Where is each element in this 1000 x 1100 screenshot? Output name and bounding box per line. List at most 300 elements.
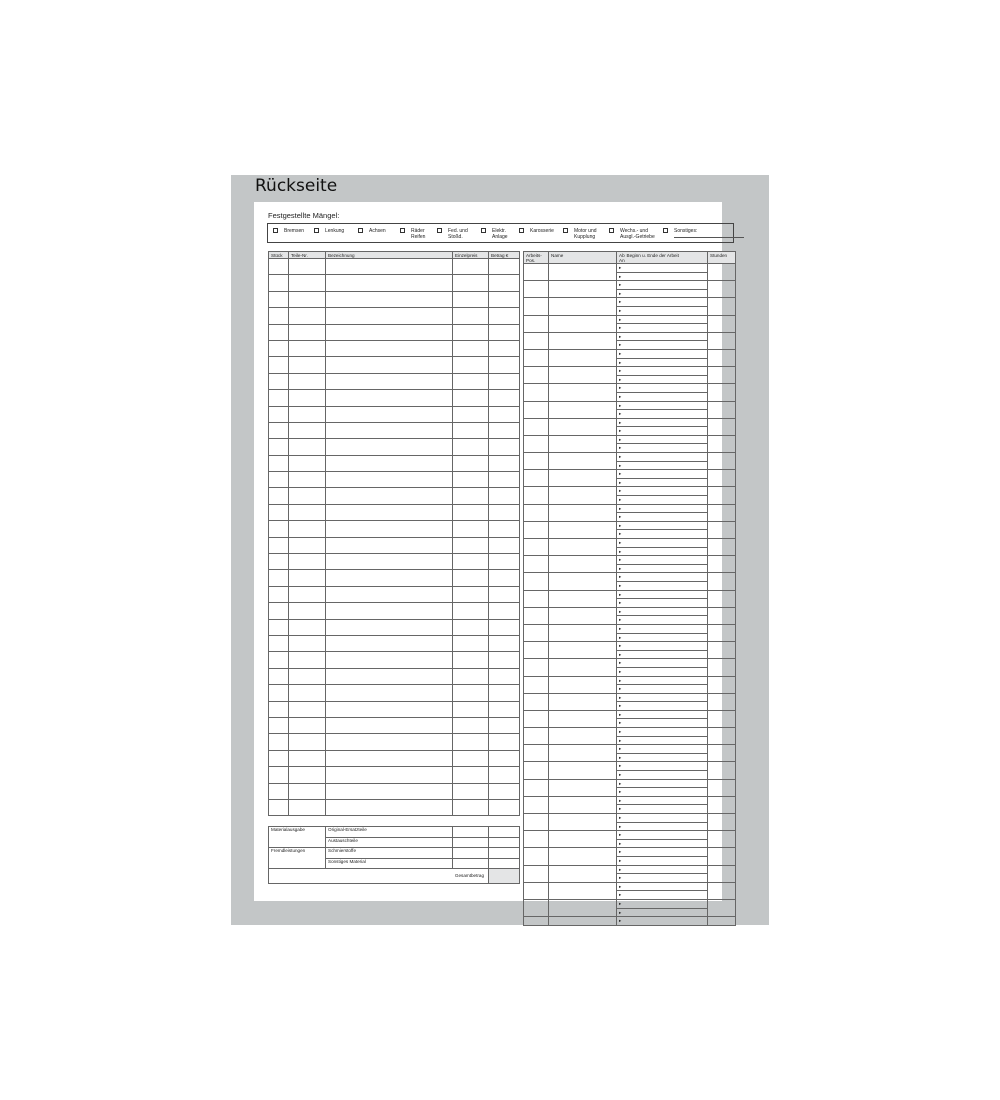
labor-pos-cell[interactable] — [524, 710, 549, 727]
labor-name-cell[interactable] — [549, 624, 617, 641]
labor-time-cell[interactable] — [625, 753, 708, 762]
labor-name-cell[interactable] — [549, 504, 617, 521]
table-cell[interactable] — [453, 668, 489, 684]
labor-time-cell[interactable] — [625, 435, 708, 444]
table-cell[interactable] — [489, 521, 520, 537]
table-cell[interactable] — [489, 390, 520, 406]
table-cell[interactable] — [326, 373, 453, 389]
table-cell[interactable] — [289, 668, 326, 684]
table-cell[interactable] — [269, 439, 289, 455]
summary-cell[interactable] — [489, 827, 520, 838]
table-cell[interactable] — [269, 701, 289, 717]
table-cell[interactable] — [269, 521, 289, 537]
table-cell[interactable] — [269, 717, 289, 733]
labor-pos-cell[interactable] — [524, 779, 549, 796]
labor-time-cell[interactable] — [625, 367, 708, 376]
labor-name-cell[interactable] — [549, 899, 617, 916]
labor-time-cell[interactable] — [625, 702, 708, 711]
labor-pos-cell[interactable] — [524, 435, 549, 452]
table-cell[interactable] — [489, 308, 520, 324]
table-cell[interactable] — [269, 422, 289, 438]
labor-hours-cell[interactable] — [708, 762, 736, 779]
table-cell[interactable] — [269, 308, 289, 324]
table-cell[interactable] — [269, 685, 289, 701]
labor-hours-cell[interactable] — [708, 899, 736, 916]
labor-name-cell[interactable] — [549, 453, 617, 470]
checkbox[interactable] — [563, 228, 568, 233]
labor-time-cell[interactable] — [625, 719, 708, 728]
table-cell[interactable] — [453, 586, 489, 602]
table-cell[interactable] — [489, 603, 520, 619]
labor-pos-cell[interactable] — [524, 332, 549, 349]
table-cell[interactable] — [269, 291, 289, 307]
labor-hours-cell[interactable] — [708, 367, 736, 384]
table-cell[interactable] — [326, 340, 453, 356]
labor-pos-cell[interactable] — [524, 418, 549, 435]
table-cell[interactable] — [269, 652, 289, 668]
labor-time-cell[interactable] — [625, 444, 708, 453]
table-cell[interactable] — [489, 767, 520, 783]
labor-pos-cell[interactable] — [524, 573, 549, 590]
labor-time-cell[interactable] — [625, 496, 708, 505]
table-cell[interactable] — [453, 275, 489, 291]
labor-name-cell[interactable] — [549, 521, 617, 538]
labor-pos-cell[interactable] — [524, 796, 549, 813]
checkbox[interactable] — [400, 228, 405, 233]
table-cell[interactable] — [489, 422, 520, 438]
labor-name-cell[interactable] — [549, 745, 617, 762]
labor-hours-cell[interactable] — [708, 659, 736, 676]
table-cell[interactable] — [326, 717, 453, 733]
labor-hours-cell[interactable] — [708, 384, 736, 401]
labor-hours-cell[interactable] — [708, 607, 736, 624]
table-cell[interactable] — [453, 783, 489, 799]
table-cell[interactable] — [269, 570, 289, 586]
table-cell[interactable] — [489, 291, 520, 307]
labor-time-cell[interactable] — [625, 624, 708, 633]
table-cell[interactable] — [269, 472, 289, 488]
table-cell[interactable] — [489, 406, 520, 422]
labor-pos-cell[interactable] — [524, 814, 549, 831]
labor-time-cell[interactable] — [625, 856, 708, 865]
labor-time-cell[interactable] — [625, 513, 708, 522]
labor-pos-cell[interactable] — [524, 453, 549, 470]
table-cell[interactable] — [489, 799, 520, 815]
table-cell[interactable] — [269, 783, 289, 799]
labor-time-cell[interactable] — [625, 874, 708, 883]
labor-time-cell[interactable] — [625, 324, 708, 333]
table-cell[interactable] — [489, 340, 520, 356]
table-cell[interactable] — [489, 537, 520, 553]
table-cell[interactable] — [453, 521, 489, 537]
labor-hours-cell[interactable] — [708, 332, 736, 349]
labor-time-cell[interactable] — [625, 805, 708, 814]
table-cell[interactable] — [453, 472, 489, 488]
table-cell[interactable] — [326, 570, 453, 586]
labor-name-cell[interactable] — [549, 315, 617, 332]
labor-time-cell[interactable] — [625, 264, 708, 273]
table-cell[interactable] — [453, 685, 489, 701]
labor-pos-cell[interactable] — [524, 607, 549, 624]
labor-pos-cell[interactable] — [524, 470, 549, 487]
checkbox[interactable] — [481, 228, 486, 233]
table-cell[interactable] — [269, 586, 289, 602]
labor-hours-cell[interactable] — [708, 315, 736, 332]
labor-time-cell[interactable] — [625, 908, 708, 917]
table-cell[interactable] — [289, 701, 326, 717]
labor-time-cell[interactable] — [625, 616, 708, 625]
labor-time-cell[interactable] — [625, 384, 708, 393]
labor-hours-cell[interactable] — [708, 814, 736, 831]
table-cell[interactable] — [289, 422, 326, 438]
labor-hours-cell[interactable] — [708, 556, 736, 573]
labor-time-cell[interactable] — [625, 547, 708, 556]
labor-pos-cell[interactable] — [524, 401, 549, 418]
labor-time-cell[interactable] — [625, 822, 708, 831]
labor-hours-cell[interactable] — [708, 453, 736, 470]
labor-time-cell[interactable] — [625, 848, 708, 857]
table-cell[interactable] — [326, 783, 453, 799]
labor-time-cell[interactable] — [625, 917, 708, 926]
labor-time-cell[interactable] — [625, 581, 708, 590]
table-cell[interactable] — [289, 635, 326, 651]
table-cell[interactable] — [326, 767, 453, 783]
table-cell[interactable] — [289, 373, 326, 389]
labor-hours-cell[interactable] — [708, 848, 736, 865]
labor-name-cell[interactable] — [549, 693, 617, 710]
labor-hours-cell[interactable] — [708, 590, 736, 607]
labor-time-cell[interactable] — [625, 281, 708, 290]
table-cell[interactable] — [326, 586, 453, 602]
total-value[interactable] — [489, 869, 520, 884]
table-cell[interactable] — [489, 619, 520, 635]
labor-pos-cell[interactable] — [524, 504, 549, 521]
table-cell[interactable] — [269, 504, 289, 520]
table-cell[interactable] — [289, 783, 326, 799]
table-cell[interactable] — [489, 635, 520, 651]
checkbox[interactable] — [314, 228, 319, 233]
table-cell[interactable] — [453, 422, 489, 438]
table-cell[interactable] — [453, 373, 489, 389]
table-cell[interactable] — [326, 554, 453, 570]
table-cell[interactable] — [489, 734, 520, 750]
labor-name-cell[interactable] — [549, 865, 617, 882]
table-cell[interactable] — [453, 767, 489, 783]
summary-cell[interactable] — [489, 848, 520, 859]
labor-pos-cell[interactable] — [524, 728, 549, 745]
labor-time-cell[interactable] — [625, 375, 708, 384]
labor-time-cell[interactable] — [625, 891, 708, 900]
labor-hours-cell[interactable] — [708, 539, 736, 556]
labor-time-cell[interactable] — [625, 771, 708, 780]
labor-time-cell[interactable] — [625, 762, 708, 771]
labor-time-cell[interactable] — [625, 831, 708, 840]
labor-time-cell[interactable] — [625, 745, 708, 754]
table-cell[interactable] — [269, 324, 289, 340]
table-cell[interactable] — [289, 308, 326, 324]
labor-hours-cell[interactable] — [708, 642, 736, 659]
labor-name-cell[interactable] — [549, 642, 617, 659]
table-cell[interactable] — [326, 259, 453, 275]
labor-time-cell[interactable] — [625, 315, 708, 324]
table-cell[interactable] — [453, 750, 489, 766]
summary-cell[interactable] — [453, 837, 489, 848]
labor-hours-cell[interactable] — [708, 521, 736, 538]
labor-pos-cell[interactable] — [524, 917, 549, 926]
table-cell[interactable] — [269, 635, 289, 651]
labor-name-cell[interactable] — [549, 659, 617, 676]
labor-time-cell[interactable] — [625, 504, 708, 513]
table-cell[interactable] — [289, 619, 326, 635]
table-cell[interactable] — [289, 488, 326, 504]
labor-hours-cell[interactable] — [708, 281, 736, 298]
summary-cell[interactable] — [453, 858, 489, 869]
table-cell[interactable] — [453, 291, 489, 307]
labor-time-cell[interactable] — [625, 882, 708, 891]
table-cell[interactable] — [326, 750, 453, 766]
table-cell[interactable] — [269, 767, 289, 783]
table-cell[interactable] — [289, 750, 326, 766]
table-cell[interactable] — [326, 504, 453, 520]
table-cell[interactable] — [289, 799, 326, 815]
table-cell[interactable] — [453, 570, 489, 586]
labor-time-cell[interactable] — [625, 779, 708, 788]
labor-name-cell[interactable] — [549, 848, 617, 865]
labor-time-cell[interactable] — [625, 272, 708, 281]
table-cell[interactable] — [326, 324, 453, 340]
table-cell[interactable] — [326, 734, 453, 750]
table-cell[interactable] — [289, 554, 326, 570]
table-cell[interactable] — [453, 324, 489, 340]
labor-hours-cell[interactable] — [708, 710, 736, 727]
summary-cell[interactable] — [453, 848, 489, 859]
table-cell[interactable] — [489, 259, 520, 275]
labor-time-cell[interactable] — [625, 487, 708, 496]
labor-pos-cell[interactable] — [524, 367, 549, 384]
labor-name-cell[interactable] — [549, 367, 617, 384]
labor-name-cell[interactable] — [549, 796, 617, 813]
checkbox[interactable] — [273, 228, 278, 233]
table-cell[interactable] — [269, 734, 289, 750]
table-cell[interactable] — [289, 603, 326, 619]
labor-name-cell[interactable] — [549, 556, 617, 573]
table-cell[interactable] — [326, 308, 453, 324]
table-cell[interactable] — [326, 652, 453, 668]
labor-name-cell[interactable] — [549, 539, 617, 556]
table-cell[interactable] — [326, 422, 453, 438]
table-cell[interactable] — [453, 406, 489, 422]
labor-time-cell[interactable] — [625, 607, 708, 616]
labor-hours-cell[interactable] — [708, 573, 736, 590]
table-cell[interactable] — [453, 603, 489, 619]
table-cell[interactable] — [269, 373, 289, 389]
table-cell[interactable] — [326, 439, 453, 455]
table-cell[interactable] — [489, 455, 520, 471]
labor-name-cell[interactable] — [549, 332, 617, 349]
labor-time-cell[interactable] — [625, 642, 708, 651]
labor-time-cell[interactable] — [625, 676, 708, 685]
table-cell[interactable] — [289, 406, 326, 422]
labor-time-cell[interactable] — [625, 693, 708, 702]
table-cell[interactable] — [453, 652, 489, 668]
labor-pos-cell[interactable] — [524, 848, 549, 865]
table-cell[interactable] — [326, 406, 453, 422]
labor-time-cell[interactable] — [625, 349, 708, 358]
labor-time-cell[interactable] — [625, 573, 708, 582]
table-cell[interactable] — [289, 275, 326, 291]
table-cell[interactable] — [489, 554, 520, 570]
table-cell[interactable] — [453, 390, 489, 406]
labor-name-cell[interactable] — [549, 435, 617, 452]
table-cell[interactable] — [269, 406, 289, 422]
labor-hours-cell[interactable] — [708, 401, 736, 418]
checkbox[interactable] — [609, 228, 614, 233]
labor-name-cell[interactable] — [549, 917, 617, 926]
labor-time-cell[interactable] — [625, 839, 708, 848]
labor-hours-cell[interactable] — [708, 745, 736, 762]
table-cell[interactable] — [269, 275, 289, 291]
labor-name-cell[interactable] — [549, 590, 617, 607]
labor-pos-cell[interactable] — [524, 659, 549, 676]
labor-pos-cell[interactable] — [524, 298, 549, 315]
labor-time-cell[interactable] — [625, 685, 708, 694]
table-cell[interactable] — [269, 488, 289, 504]
labor-pos-cell[interactable] — [524, 487, 549, 504]
labor-time-cell[interactable] — [625, 332, 708, 341]
table-cell[interactable] — [289, 504, 326, 520]
checkbox[interactable] — [519, 228, 524, 233]
labor-name-cell[interactable] — [549, 470, 617, 487]
table-cell[interactable] — [269, 554, 289, 570]
labor-hours-cell[interactable] — [708, 298, 736, 315]
labor-time-cell[interactable] — [625, 461, 708, 470]
table-cell[interactable] — [489, 275, 520, 291]
labor-name-cell[interactable] — [549, 607, 617, 624]
table-cell[interactable] — [269, 668, 289, 684]
table-cell[interactable] — [489, 783, 520, 799]
table-cell[interactable] — [289, 652, 326, 668]
labor-pos-cell[interactable] — [524, 521, 549, 538]
table-cell[interactable] — [489, 357, 520, 373]
table-cell[interactable] — [453, 504, 489, 520]
table-cell[interactable] — [453, 488, 489, 504]
table-cell[interactable] — [453, 635, 489, 651]
labor-hours-cell[interactable] — [708, 882, 736, 899]
labor-pos-cell[interactable] — [524, 762, 549, 779]
labor-name-cell[interactable] — [549, 676, 617, 693]
labor-name-cell[interactable] — [549, 487, 617, 504]
table-cell[interactable] — [489, 652, 520, 668]
table-cell[interactable] — [453, 619, 489, 635]
labor-time-cell[interactable] — [625, 530, 708, 539]
labor-time-cell[interactable] — [625, 401, 708, 410]
table-cell[interactable] — [489, 324, 520, 340]
labor-pos-cell[interactable] — [524, 745, 549, 762]
labor-hours-cell[interactable] — [708, 349, 736, 366]
table-cell[interactable] — [269, 619, 289, 635]
table-cell[interactable] — [326, 291, 453, 307]
table-cell[interactable] — [289, 439, 326, 455]
table-cell[interactable] — [489, 504, 520, 520]
table-cell[interactable] — [289, 390, 326, 406]
labor-pos-cell[interactable] — [524, 384, 549, 401]
labor-name-cell[interactable] — [549, 418, 617, 435]
labor-time-cell[interactable] — [625, 539, 708, 548]
labor-hours-cell[interactable] — [708, 831, 736, 848]
labor-name-cell[interactable] — [549, 384, 617, 401]
table-cell[interactable] — [289, 734, 326, 750]
labor-name-cell[interactable] — [549, 831, 617, 848]
table-cell[interactable] — [326, 488, 453, 504]
table-cell[interactable] — [289, 455, 326, 471]
table-cell[interactable] — [489, 717, 520, 733]
labor-hours-cell[interactable] — [708, 487, 736, 504]
labor-time-cell[interactable] — [625, 556, 708, 565]
table-cell[interactable] — [269, 750, 289, 766]
labor-time-cell[interactable] — [625, 306, 708, 315]
table-cell[interactable] — [289, 586, 326, 602]
summary-cell[interactable] — [489, 837, 520, 848]
table-cell[interactable] — [326, 390, 453, 406]
table-cell[interactable] — [489, 701, 520, 717]
table-cell[interactable] — [289, 291, 326, 307]
table-cell[interactable] — [453, 799, 489, 815]
table-cell[interactable] — [453, 717, 489, 733]
summary-cell[interactable] — [453, 827, 489, 838]
table-cell[interactable] — [489, 750, 520, 766]
summary-cell[interactable] — [489, 858, 520, 869]
labor-pos-cell[interactable] — [524, 315, 549, 332]
labor-time-cell[interactable] — [625, 659, 708, 668]
labor-time-cell[interactable] — [625, 410, 708, 419]
table-cell[interactable] — [453, 259, 489, 275]
labor-time-cell[interactable] — [625, 865, 708, 874]
labor-time-cell[interactable] — [625, 590, 708, 599]
labor-hours-cell[interactable] — [708, 796, 736, 813]
table-cell[interactable] — [289, 521, 326, 537]
labor-time-cell[interactable] — [625, 736, 708, 745]
labor-name-cell[interactable] — [549, 281, 617, 298]
labor-time-cell[interactable] — [625, 710, 708, 719]
table-cell[interactable] — [289, 685, 326, 701]
labor-time-cell[interactable] — [625, 418, 708, 427]
table-cell[interactable] — [489, 488, 520, 504]
labor-time-cell[interactable] — [625, 899, 708, 908]
table-cell[interactable] — [269, 340, 289, 356]
labor-pos-cell[interactable] — [524, 349, 549, 366]
table-cell[interactable] — [269, 799, 289, 815]
labor-name-cell[interactable] — [549, 779, 617, 796]
labor-pos-cell[interactable] — [524, 556, 549, 573]
table-cell[interactable] — [326, 799, 453, 815]
table-cell[interactable] — [269, 603, 289, 619]
table-cell[interactable] — [289, 717, 326, 733]
labor-pos-cell[interactable] — [524, 539, 549, 556]
labor-pos-cell[interactable] — [524, 831, 549, 848]
table-cell[interactable] — [453, 340, 489, 356]
table-cell[interactable] — [326, 357, 453, 373]
table-cell[interactable] — [489, 472, 520, 488]
labor-hours-cell[interactable] — [708, 418, 736, 435]
table-cell[interactable] — [326, 472, 453, 488]
labor-pos-cell[interactable] — [524, 865, 549, 882]
labor-time-cell[interactable] — [625, 667, 708, 676]
checkbox[interactable] — [437, 228, 442, 233]
table-cell[interactable] — [489, 570, 520, 586]
labor-pos-cell[interactable] — [524, 676, 549, 693]
labor-hours-cell[interactable] — [708, 676, 736, 693]
labor-name-cell[interactable] — [549, 573, 617, 590]
